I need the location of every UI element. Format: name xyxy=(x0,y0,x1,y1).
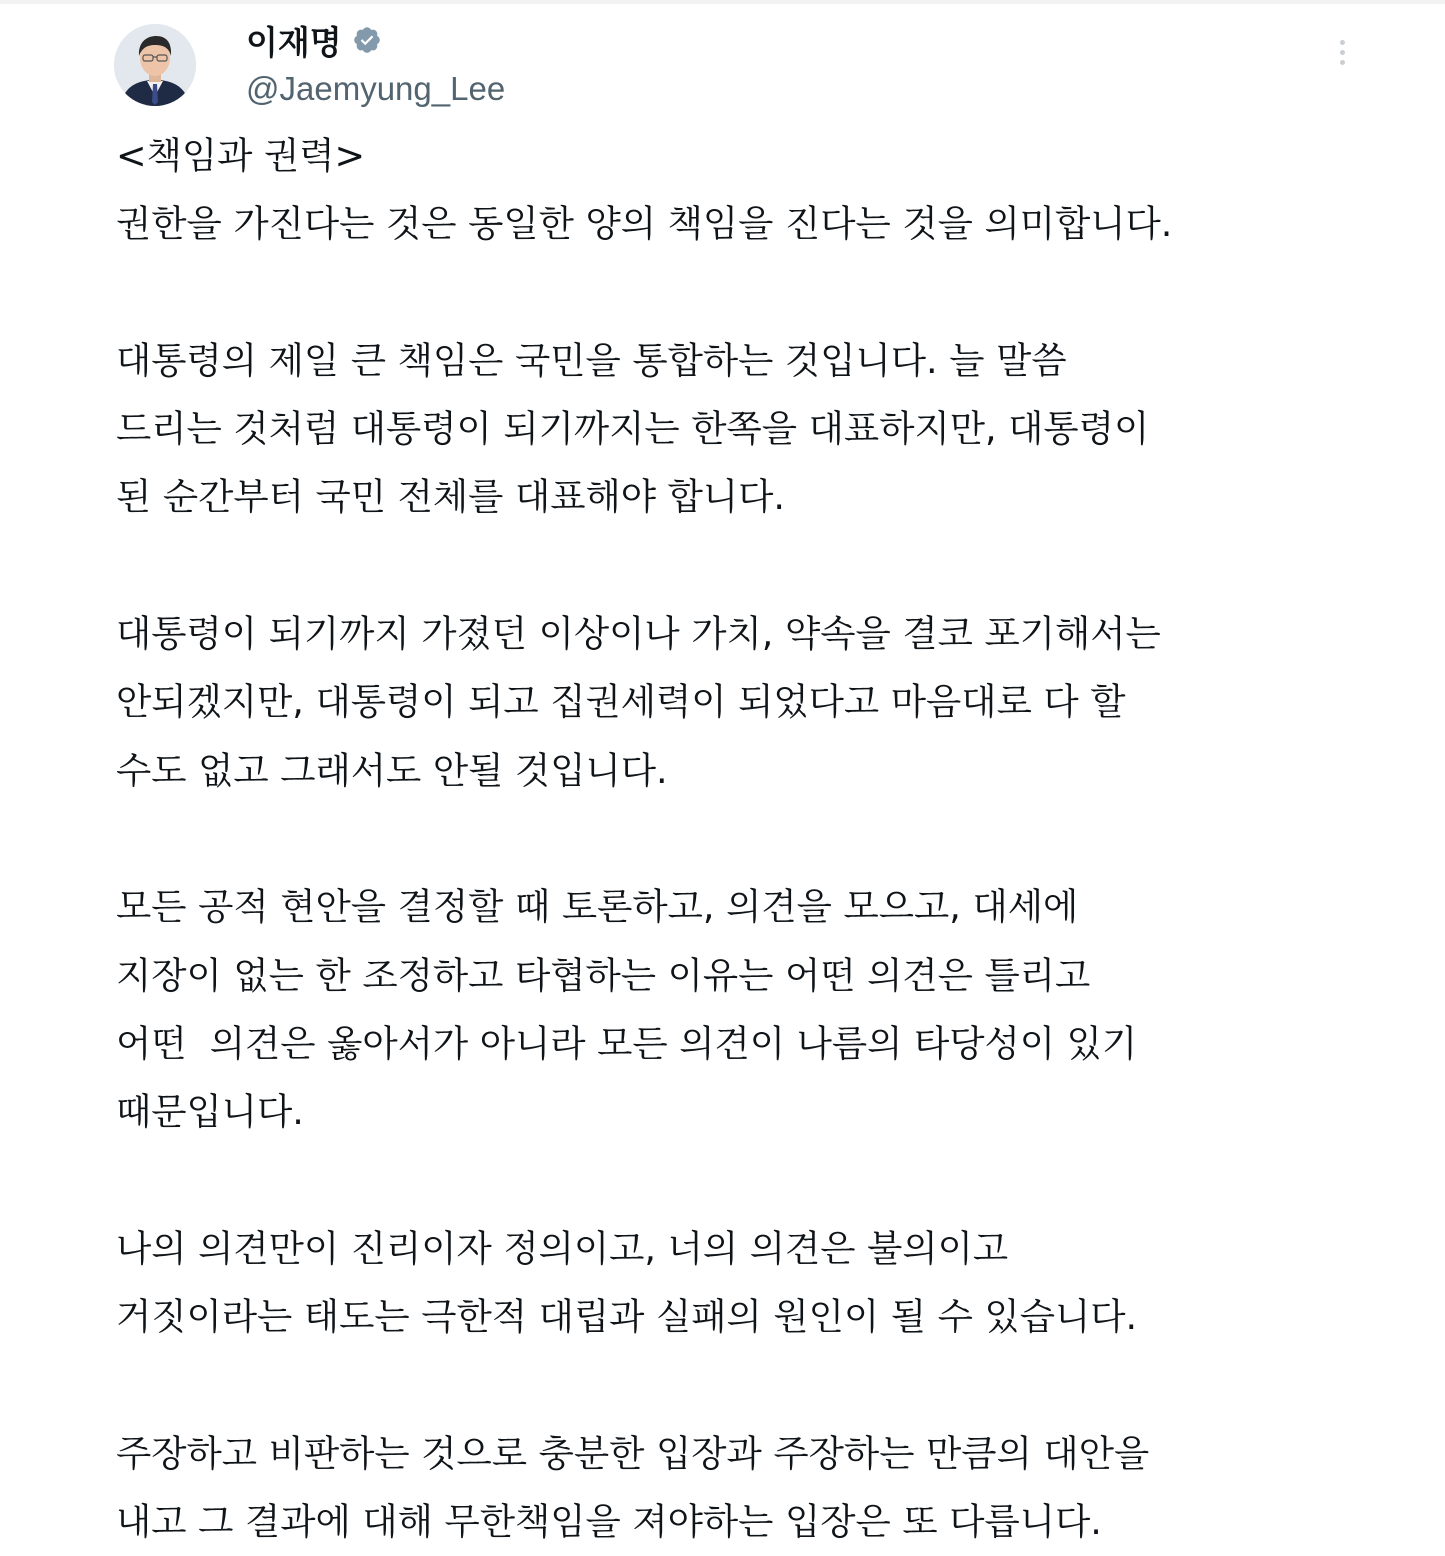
text-line: 드리는 것처럼 대통령이 되기까지는 한쪽을 대표하지만, 대통령이 xyxy=(116,407,1150,451)
text-line: <책임과 권력> xyxy=(116,134,366,177)
text-line: 대통령의 제일 큰 책임은 국민을 통합하는 것입니다. 늘 말씀 xyxy=(116,338,1067,382)
tweet-header xyxy=(114,18,1354,118)
text-line: 대통령이 되기까지 가졌던 이상이나 가치, 약속을 결코 포기해서는 xyxy=(116,612,1161,656)
paragraph xyxy=(116,873,1416,1146)
profile-photo xyxy=(114,24,196,106)
more-vertical-icon[interactable] xyxy=(1336,40,1348,74)
text-line: 내고 그 결과에 대해 무한책임을 져야하는 입장은 또 다릅니다. xyxy=(116,1499,1102,1543)
paragraph xyxy=(116,122,1416,259)
text-line: 모든 공적 현안을 결정할 때 토론하고, 의견을 모으고, 대세에 xyxy=(116,885,1079,929)
author-display-name[interactable]: 이재명 xyxy=(246,22,342,62)
paragraph xyxy=(116,1420,1416,1556)
text-line: 때문입니다. xyxy=(116,1090,304,1134)
text-line: 어떤 의견은 옳아서가 아니라 모든 의견이 나름의 타당성이 있기 xyxy=(116,1021,1138,1065)
text-line: 지장이 없는 한 조정하고 타협하는 이유는 어떤 의견은 틀리고 xyxy=(116,953,1091,997)
text-line: 거짓이라는 태도는 극한적 대립과 실패의 원인이 될 수 있습니다. xyxy=(116,1295,1138,1339)
text-line: 안되겠지만, 대통령이 되고 집권세력이 되었다고 마음대로 다 할 xyxy=(116,680,1126,724)
verified-badge-icon xyxy=(352,25,382,55)
text-line: 된 순간부터 국민 전체를 대표해야 합니다. xyxy=(116,475,786,519)
text-line: 수도 없고 그래서도 안될 것입니다. xyxy=(116,748,668,792)
text-line: 나의 의견만이 진리이자 정의이고, 너의 의견은 불의이고 xyxy=(116,1226,1009,1270)
paragraph xyxy=(116,600,1416,805)
text-line: 주장하고 비판하는 것으로 충분한 입장과 주장하는 만큼의 대안을 xyxy=(116,1431,1150,1475)
avatar[interactable] xyxy=(114,24,196,106)
text-line: 권한을 가진다는 것은 동일한 양의 책임을 진다는 것을 의미합니다. xyxy=(116,202,1173,246)
paragraph xyxy=(116,327,1416,532)
name-row xyxy=(246,18,505,62)
author-handle[interactable]: @Jaemyung_Lee xyxy=(246,70,506,107)
tweet-text xyxy=(116,122,1416,1556)
paragraph xyxy=(116,1215,1416,1352)
top-divider xyxy=(0,0,1445,4)
author-block xyxy=(246,18,505,108)
